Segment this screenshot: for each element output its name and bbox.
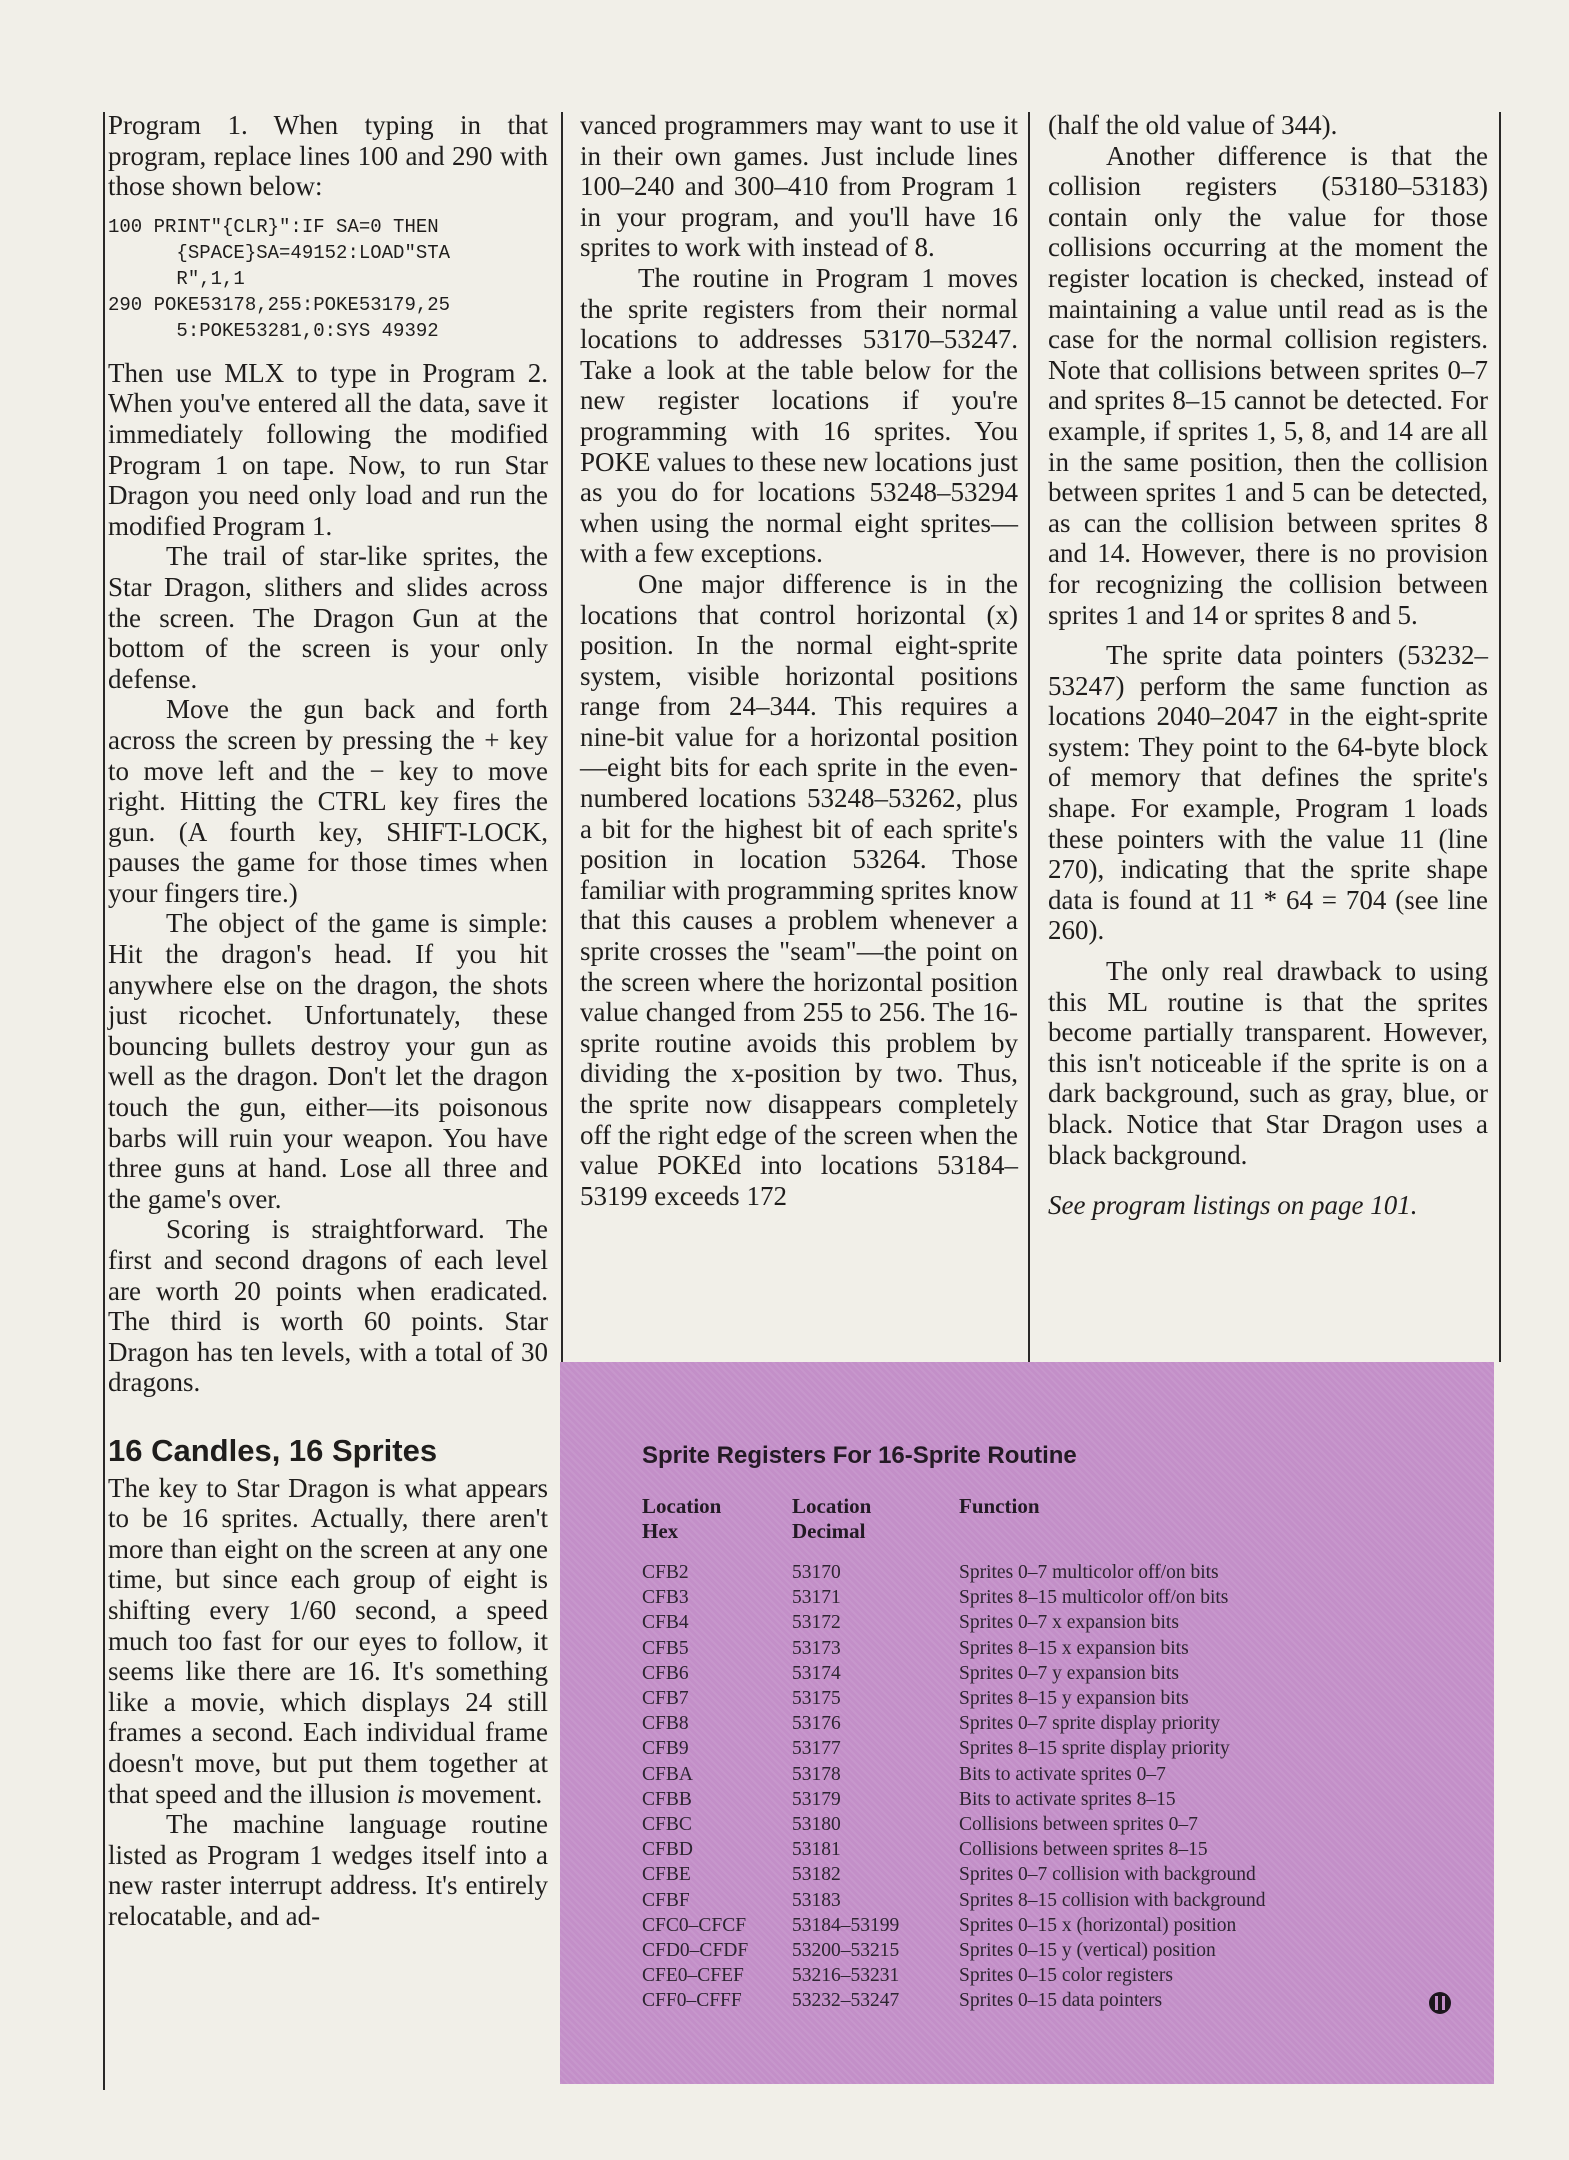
table-row: [642, 1988, 1442, 2013]
col1-paragraph-7-emphasis: is: [396, 1778, 415, 1809]
table-row: [642, 1812, 1442, 1837]
table-row: [642, 1610, 1442, 1635]
cell-hex: CFBA: [642, 1763, 693, 1785]
table-body: [642, 1560, 1442, 2014]
cell-decimal: 53172: [792, 1612, 841, 1634]
table-row: [642, 1560, 1442, 1585]
col1-paragraph-1: Program 1. When typing in that program, replace lines 100 and 290 with those shown below:: [108, 110, 548, 202]
col1-paragraph-6: Scoring is straightforward. The first and second dragons of each level are worth 20 points when eradicated. The third is worth 60 points. Star Dragon has ten levels, with a total of 30 dragons.: [108, 1214, 548, 1398]
table-row: [642, 1913, 1442, 1938]
cell-function: Bits to activate sprites 0–7: [959, 1763, 1166, 1785]
table-row: [642, 1963, 1442, 1988]
cell-decimal: 53171: [792, 1587, 841, 1609]
table-row: [642, 1787, 1442, 1812]
cell-hex: CFB7: [642, 1688, 689, 1710]
program-listings-note: See program listings on page 101.: [1048, 1190, 1418, 1221]
col3-paragraph-3: The sprite data pointers (53232–53247) perform the same function as locations 2040–2047 in the eight-sprite system: They point to the 64-byte block of memory that defines the sprite's shape. For example, Program 1 loads these pointers with the value 11 (line 270), indicating that the sprite shape data is found at 11 * 64 = 704 (see line 260).: [1048, 640, 1488, 946]
cell-function: Sprites 0–7 collision with background: [959, 1864, 1256, 1886]
cell-decimal: 53182: [792, 1864, 841, 1886]
col1-paragraph-7-text-a: The key to Star Dragon is what appears to be 16 sprites. Actually, there aren't more than eight on the screen at any one time, but since each group of eight is shifting every 1/60 second, a speed much too fast for our eyes to follow, it seems like there are 16. It's something like a movie, which displays 24 still frames a second. Each individual frame doesn't move, but put them together at that speed and the illusion: [108, 1472, 548, 1809]
cell-decimal: 53216–53231: [792, 1965, 900, 1987]
cell-decimal: 53181: [792, 1839, 841, 1861]
cell-function: Sprites 8–15 multicolor off/on bits: [959, 1587, 1229, 1609]
table-row: [642, 1636, 1442, 1661]
table-row: [642, 1837, 1442, 1862]
cell-hex: CFB2: [642, 1562, 689, 1583]
compute-logo-icon: [1427, 1990, 1453, 2016]
cell-function: Sprites 8–15 y expansion bits: [959, 1688, 1189, 1710]
cell-function: Collisions between sprites 0–7: [959, 1814, 1198, 1836]
cell-function: Sprites 0–7 x expansion bits: [959, 1612, 1179, 1634]
cell-hex: CFB5: [642, 1637, 689, 1659]
column-1: [108, 110, 548, 1931]
cell-function: Sprites 8–15 sprite display priority: [959, 1738, 1230, 1760]
col3-paragraph-1: (half the old value of 344).: [1048, 110, 1338, 140]
table-row: [642, 1888, 1442, 1913]
cell-function: Bits to activate sprites 8–15: [959, 1788, 1176, 1810]
cell-hex: CFBE: [642, 1864, 691, 1886]
col3-paragraph-2: Another difference is that the collision registers (53180–53183) contain only the value for those collisions occurring at the moment the register location is checked, instead of maintaining a value until read as is the case for the normal collision registers. Note that collisions between sprites 0–7 and sprites 8–15 cannot be detected. For example, if sprites 1, 5, 8, and 14 are all in the same position, then the collision between sprites 1 and 5 can be detected, as can the collision between sprites 8 and 14. However, there is no provision for recognizing the collision between sprites 1 and 14 or sprites 8 and 5.: [1048, 140, 1488, 630]
cell-hex: CFC0–CFCF: [642, 1914, 747, 1936]
column-rule-left: [103, 112, 105, 2090]
table-row: [642, 1862, 1442, 1887]
header-function: Function: [959, 1494, 1040, 1518]
cell-hex: CFD0–CFDF: [642, 1940, 749, 1962]
cell-hex: CFBD: [642, 1839, 693, 1861]
column-2: [580, 110, 1018, 1211]
cell-function: Collisions between sprites 8–15: [959, 1839, 1208, 1861]
table-row: [642, 1711, 1442, 1736]
cell-decimal: 53176: [792, 1713, 841, 1735]
cell-decimal: 53177: [792, 1738, 841, 1760]
code-listing: 100 PRINT"{CLR}":IF SA=0 THEN {SPACE}SA=49152:LOAD"STA R",1,1 290 POKE53178,255:POKE53179,25 5:POKE53281,0:SYS 49392: [108, 215, 451, 342]
cell-hex: CFE0–CFEF: [642, 1965, 744, 1987]
cell-function: Sprites 0–7 multicolor off/on bits: [959, 1562, 1219, 1583]
cell-hex: CFBC: [642, 1814, 692, 1836]
sprite-registers-table: [560, 1362, 1494, 2084]
column-rule-1: [561, 112, 563, 1362]
col2-paragraph-2: The routine in Program 1 moves the sprite registers from their normal locations to addresses 53170–53247. Take a look at the table below for the new register locations if you're programming with 16 sprites. You POKE values to these new locations just as you do for locations 53248–53294 when using the normal eight sprites—with a few exceptions.: [580, 262, 1018, 569]
cell-decimal: 53232–53247: [792, 1990, 900, 2012]
table-row: [642, 1762, 1442, 1787]
table-row: [642, 1736, 1442, 1761]
cell-function: Sprites 0–15 color registers: [959, 1965, 1173, 1987]
header-location-decimal: Location Decimal: [792, 1494, 872, 1543]
table-row: [642, 1585, 1442, 1610]
cell-decimal: 53200–53215: [792, 1940, 900, 1962]
cell-function: Sprites 8–15 x expansion bits: [959, 1637, 1189, 1659]
cell-decimal: 53180: [792, 1814, 841, 1836]
cell-hex: CFF0–CFFF: [642, 1990, 742, 2012]
cell-hex: CFB4: [642, 1612, 689, 1634]
col3-paragraph-4: The only real drawback to using this ML routine is that the sprites become partially transparent. However, this isn't noticeable if the sprite is on a dark background, such as gray, blue, or black. Notice that Star Dragon uses a black background.: [1048, 956, 1488, 1170]
cell-hex: CFBF: [642, 1889, 690, 1911]
cell-decimal: 53179: [792, 1788, 841, 1810]
column-rule-right: [1499, 112, 1501, 1362]
header-location-hex: Location Hex: [642, 1494, 722, 1543]
cell-decimal: 53175: [792, 1688, 841, 1710]
cell-decimal: 53173: [792, 1637, 841, 1659]
col1-paragraph-4: Move the gun back and forth across the screen by pressing the + key to move left and the − key to move right. Hitting the CTRL key fires the gun. (A fourth key, SHIFT-LOCK, pauses the game for those times when your fingers tire.): [108, 694, 548, 908]
cell-decimal: 53178: [792, 1763, 841, 1785]
col1-paragraph-7-text-b: movement.: [414, 1778, 543, 1809]
cell-function: Sprites 0–15 data pointers: [959, 1990, 1163, 2012]
col1-paragraph-3: The trail of star-like sprites, the Star Dragon, slithers and slides across the screen. The Dragon Gun at the bottom of the screen is your only defense.: [108, 541, 548, 694]
table-row: [642, 1686, 1442, 1711]
cell-decimal: 53183: [792, 1889, 841, 1911]
table-row: [642, 1661, 1442, 1686]
cell-hex: CFB3: [642, 1587, 689, 1609]
col1-paragraph-2: Then use MLX to type in Program 2. When you've entered all the data, save it immediately following the modified Program 1 on tape. Now, to run Star Dragon you need only load and run the modified Program 1.: [108, 357, 548, 541]
table-title: Sprite Registers For 16-Sprite Routine: [642, 1442, 1077, 1469]
cell-function: Sprites 0–15 x (horizontal) position: [959, 1914, 1237, 1936]
cell-function: Sprites 0–7 sprite display priority: [959, 1713, 1221, 1735]
col1-paragraph-7: [108, 1473, 548, 1810]
cell-function: Sprites 8–15 collision with background: [959, 1889, 1266, 1911]
col2-paragraph-1: vanced programmers may want to use it in their own games. Just include lines 100–240 and 300–410 from Program 1 in your program, and you'll have 16 sprites to work with instead of 8.: [580, 110, 1018, 263]
section-heading: 16 Candles, 16 Sprites: [108, 1432, 438, 1468]
cell-decimal: 53174: [792, 1662, 841, 1684]
col1-paragraph-5: The object of the game is simple: Hit the dragon's head. If you hit anywhere else on the dragon, the shots just ricochet. Unfortunately, these bouncing bullets destroy your gun as well as the dragon. Don't let the dragon touch the gun, either—its poisonous barbs will ruin your weapon. You have three guns at hand. Lose all three and the game's over.: [108, 908, 548, 1214]
cell-function: Sprites 0–7 y expansion bits: [959, 1662, 1179, 1684]
table-row: [642, 1938, 1442, 1963]
col2-paragraph-3: One major difference is in the locations that control horizontal (x) position. In the normal eight-sprite system, visible horizontal positions range from 24–344. This requires a nine-bit value for a horizontal position—eight bits for each sprite in the even-numbered locations 53248–53262, plus a bit for the highest bit of each sprite's position in location 53264. Those familiar with programming sprites know that this causes a problem whenever a sprite crosses the "seam"—the point on the screen where the horizontal position value changed from 255 to 256. The 16-sprite routine avoids this problem by dividing the x-position by two. Thus, the sprite now disappears completely off the right edge of the screen when the value POKEd into locations 53184–53199 exceeds 172: [580, 568, 1018, 1211]
cell-function: Sprites 0–15 y (vertical) position: [959, 1940, 1216, 1962]
cell-hex: CFB9: [642, 1738, 689, 1760]
cell-decimal: 53184–53199: [792, 1914, 900, 1936]
cell-hex: CFBB: [642, 1788, 692, 1810]
cell-decimal: 53170: [792, 1562, 841, 1583]
cell-hex: CFB8: [642, 1713, 689, 1735]
cell-hex: CFB6: [642, 1662, 689, 1684]
column-rule-2: [1028, 112, 1030, 1362]
column-3: [1048, 110, 1488, 1221]
col1-paragraph-8: The machine language routine listed as Program 1 wedges itself into a new raster interrupt address. It's entirely relocatable, and ad-: [108, 1809, 548, 1931]
